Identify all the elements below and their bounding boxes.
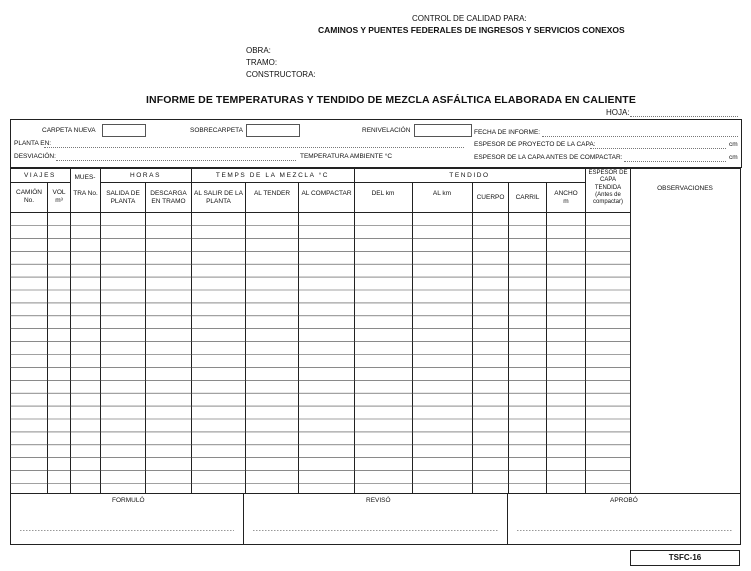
sobrecarpeta-label: SOBRECARPETA <box>190 127 243 134</box>
col-ancho: ANCHO m <box>554 190 578 205</box>
page-title: INFORME DE TEMPERATURAS Y TENDIDO DE MEZCLA ASFÁLTICA ELABORADA EN CALIENTE <box>146 94 636 106</box>
espesor-antes-label: ESPESOR DE LA CAPA ANTES DE COMPACTAR: <box>474 154 623 161</box>
espesor-proyecto-label: ESPESOR DE PROYECTO DE LA CAPA: <box>474 141 596 148</box>
col-al-km: AL km <box>432 190 452 197</box>
reviso-label: REVISÓ <box>366 497 391 504</box>
group-espesor: ESPESOR DE CAPA TENDIDA (Antes de compactar) <box>588 170 628 206</box>
col-tra: TRA No. <box>73 190 98 197</box>
col-vol: VOL m³ <box>52 189 66 204</box>
obra-label: OBRA: <box>246 46 271 55</box>
form-code: TSFC-16 <box>630 550 740 566</box>
carpeta-nueva-label: CARPETA NUEVA <box>42 127 96 134</box>
group-observaciones: OBSERVACIONES <box>657 185 713 192</box>
col-del-km: DEL km <box>371 190 395 197</box>
group-tendido: TENDIDO <box>449 172 490 179</box>
group-horas: HORAS <box>129 172 162 179</box>
temp-ambiente-label: TEMPERATURA AMBIENTE °C <box>300 153 393 160</box>
col-camion: CAMIÓN No. <box>16 189 42 204</box>
header-line2: CAMINOS Y PUENTES FEDERALES DE INGRESOS Y SERVICIOS CONEXOS <box>318 25 625 35</box>
hoja-label: HOJA: <box>606 108 630 117</box>
renivelacion-label: RENIVELACIÓN <box>362 127 411 134</box>
planta-en-label: PLANTA EN: <box>14 140 52 147</box>
group-temps: TEMPS DE LA MEZCLA °C <box>215 172 330 179</box>
fecha-informe-label: FECHA DE INFORME: <box>474 129 541 136</box>
formulo-label: FORMULÓ <box>112 497 145 504</box>
constructora-label: CONSTRUCTORA: <box>246 70 316 79</box>
col-salida: SALIDA DE PLANTA <box>106 190 140 205</box>
group-mues: MUES- <box>74 174 96 181</box>
col-al-compactar: AL COMPACTAR <box>301 190 352 197</box>
col-al-tender: AL TENDER <box>253 190 291 197</box>
col-cuerpo: CUERPO <box>476 194 505 201</box>
cm-unit-1: cm <box>729 141 738 148</box>
col-carril: CARRIL <box>515 194 540 201</box>
aprobo-label: APROBÓ <box>610 497 638 504</box>
col-al-salir: AL SALIR DE LA PLANTA <box>194 190 243 205</box>
tramo-label: TRAMO: <box>246 58 278 67</box>
desviacion-label: DESVIACIÓN: <box>14 153 56 160</box>
col-descarga: DESCARGA EN TRAMO <box>150 190 187 205</box>
group-viajes: VIAJES <box>24 172 56 179</box>
cm-unit-2: cm <box>729 154 738 161</box>
header-line1: CONTROL DE CALIDAD PARA: <box>412 14 527 23</box>
